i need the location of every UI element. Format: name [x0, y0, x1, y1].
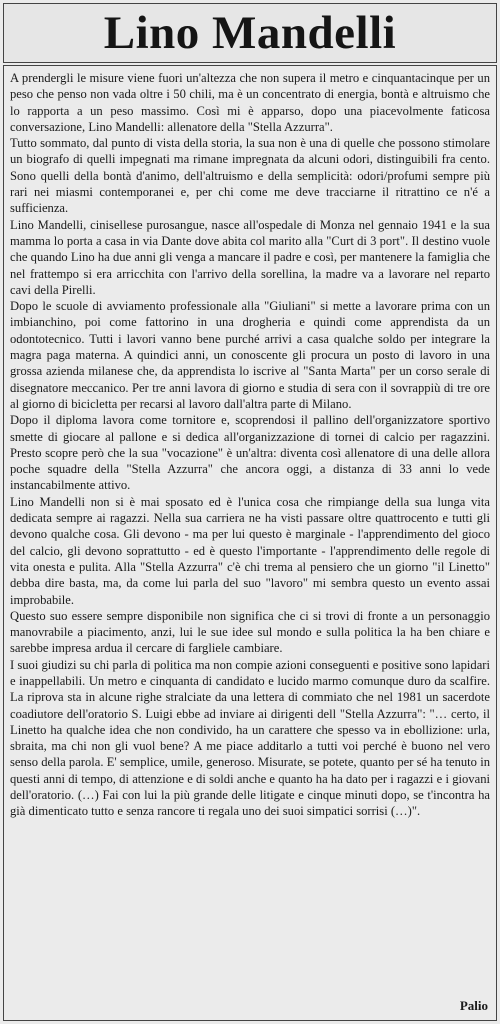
paragraph-1: A prendergli le misure viene fuori un'altezza che non supera il metro e cinquantacinque per un peso che penso non vada oltre i 50 chili, ma è un concentrato di energia, bontà e altruismo che lo rapporta a un peso massimo. Così mi è apparso, dopo una piacevolmente faticosa conversazione, Lino Mandelli: allenatore della "Stella Azzurra".: [10, 71, 490, 134]
paragraph-2: Tutto sommato, dal punto di vista della storia, la sua non è una di quelle che possono stimolare un biografo di quelli impegnati ma rimane impregnata da alcuni odori, distinguibili fra cento. Sono quelli della bontà d'animo, dell'altruismo e della semplicità: odori/profumi sempre più rari nei miasmi contemporanei e, per chi come me deve tracciarne il ritrattino ce n'é a sufficienza.: [10, 136, 490, 216]
title-banner: [3, 3, 497, 63]
paragraph-6: Lino Mandelli non si è mai sposato ed è l'unica cosa che rimpiange della sua lunga vita dedicata sempre ai ragazzi. Nella sua carriera ne ha visti passare oltre quattrocento e tutti gli devono qualche cosa. Gli devono - ma per lui questo è marginale - l'apprendimento del gioco del calcio, gli devono soprattutto - ed è questo l'importante - l'apprendimento delle regole di vita onesta e pulita. Alla "Stella Azzurra" c'è chi trema al pensiero che un giorno "il Linetto" debba dire basta, ma, da come lui parla del suo "lavoro" mi sembra questo un evento assai improbabile.: [10, 494, 490, 607]
author-signature: Palio: [459, 997, 488, 1013]
paragraph-3: Lino Mandelli, cinisellese purosangue, nasce all'ospedale di Monza nel gennaio 1941 e la sua mamma lo porta a casa in via Dante dove abita col marito alla "Curt di 3 port". Il destino vuole che quando Lino ha due anni gli venga a mancare il padre e così, per mantenere la famiglia che nel frattempo si era arricchita con l'arrivo della sorellina, la madre va a lavorare nel reparto cavi della Pirelli.: [10, 217, 490, 297]
article-title: Lino Mandelli: [103, 6, 397, 59]
article-body: [3, 65, 497, 1021]
paragraph-4: Dopo le scuole di avviamento professionale alla "Giuliani" si mette a lavorare prima con un imbianchino, poi come fattorino in una drogheria e quindi come apprendista da un odontotecnico. Tutti i lavori vanno bene purché arrivi a casa qualche soldo per integrare la magra paga materna. A quindici anni, un conoscente gli procura un posto di lavoro in una grossa azienda milanese che, da apprendista lo iscrive al "Santa Marta" per un corso serale di disegnatore meccanico. Per tre anni lavora di giorno e studia di sera con il sovrappiù di tre ore al giorno di bicicletta per recarsi al lavoro dall'altra parte di Milano.: [10, 299, 490, 411]
paragraph-8: I suoi giudizi su chi parla di politica ma non compie azioni conseguenti e positive sono lapidari e inappellabili. Un metro e cinquanta di candidato e lucido marmo comunque duro da scalfire. La riprova sta in alcune righe stralciate da una lettera di commiato che nel 1981 un sacerdote coadiutore dell'oratorio S. Luigi ebbe ad inviare ai dirigenti dell "Stella Azzurra": "… certo, il Linetto ha qualche idea che non condivido, ha un carattere che spesso va in ebollizione: urla, sbraita, ma chi non gli vuol bene? A me piace additarlo a tutti voi perché è buono nel vero senso della parola. E' semplice, umile, generoso. Misurate, se potete, quanto per sé ha tenuto in questi anni di tempo, di attenzione e di soldi anche e quanto ha ha dato per i ragazzi e i giovani dell'oratorio. (…) Fai con lui la più grande delle litigate e cinque minuti dopo, se t'incontra ha già dimenticato tutto e senza rancore ti regala uno dei suoi simpatici sorrisi (…)".: [10, 657, 490, 819]
paragraph-7: Questo suo essere sempre disponibile non significa che ci si trovi di fronte a un personaggio manovrabile a piacimento, anzi, lui le sue idee sul mondo e sulla politica la ha ben chiare e sarebbe impresa ardua il cercare di fargliele cambiare.: [10, 608, 490, 656]
paragraph-5: Dopo il diploma lavora come tornitore e, scoprendosi il pallino dell'organizzatore sportivo smette di giocare al pallone e si dedica all'organizzazione di tornei di calcio per ragazzini. Presto scopre però che la sua "vocazione" è un'altra: diventa così allenatore di una delle allora poche squadre della "Stella Azzurra" che ancora oggi, a distanza di 33 anni lo vede instancabilmente attivo.: [10, 413, 490, 493]
